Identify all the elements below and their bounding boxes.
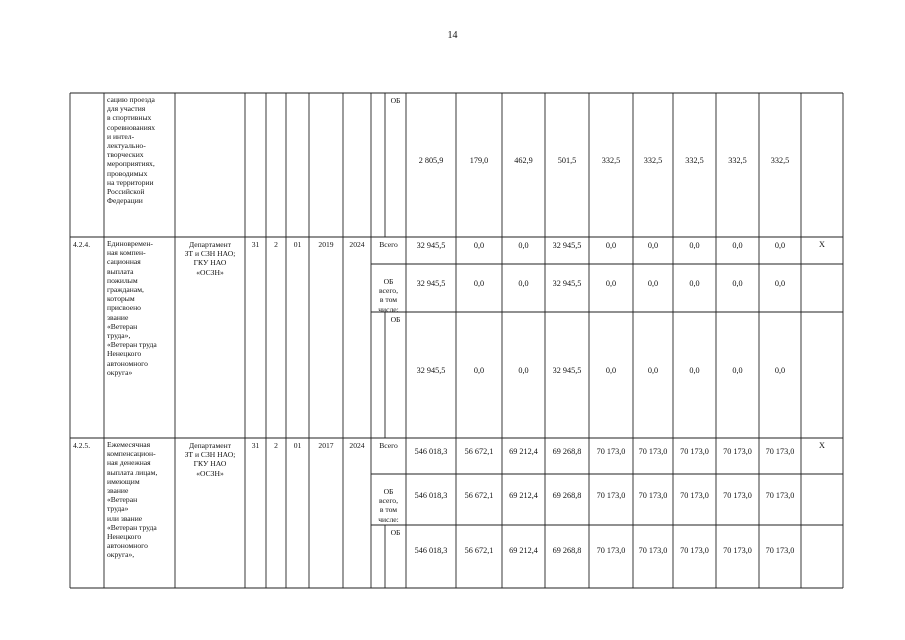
row-name: Ежемесячная компенсацион- ная денежная выплата лицам, имеющим звание «Ветеран труда» или звание «Ветеран труда Ненецкого автономного округа», (107, 440, 158, 560)
row-number: 4.2.5. (73, 441, 91, 450)
amount-cell: 69 268,8 (552, 491, 582, 500)
amount-cell: 332,5 (770, 156, 790, 165)
code-cell: 01 (293, 240, 302, 249)
amount-cell: 0,0 (473, 279, 485, 288)
amount-cell: 0,0 (605, 366, 617, 375)
amount-cell: 32 945,5 (416, 366, 446, 375)
amount-cell: 70 173,0 (723, 447, 752, 456)
amount-cell: 0,0 (647, 279, 659, 288)
row-name: Единовремен- ная компен- сационная выплата пожилым гражданам, которым присвоено звание «Ветеран труда», «Ветеран труда Ненецкого автономного округа» (107, 239, 157, 377)
code-cell: 01 (293, 441, 302, 450)
source-label: Всего (379, 240, 398, 249)
amount-cell: 70 173,0 (680, 447, 709, 456)
amount-cell: 0,0 (473, 366, 485, 375)
amount-cell: 546 018,3 (414, 491, 448, 500)
code-cell: 31 (251, 240, 260, 249)
amount-cell: 0,0 (605, 279, 617, 288)
amount-cell: 0,0 (732, 366, 743, 375)
amount-cell: 32 945,5 (552, 366, 582, 375)
amount-cell: 69 268,8 (552, 546, 582, 555)
amount-cell: 32 945,5 (552, 241, 582, 250)
mark-cell: Х (819, 240, 825, 249)
amount-cell: 70 173,0 (596, 491, 626, 500)
source-label: ОБ (390, 528, 401, 537)
amount-cell: 70 173,0 (596, 447, 626, 456)
source-label: Всего (379, 441, 398, 450)
code-cell: 2 (274, 441, 278, 450)
amount-cell: 332,5 (728, 156, 747, 165)
amount-cell: 546 018,3 (414, 447, 448, 456)
amount-cell: 0,0 (774, 366, 786, 375)
source-label: ОБ (390, 96, 401, 105)
amount-cell: 332,5 (685, 156, 704, 165)
code-cell: 31 (251, 441, 260, 450)
code-cell: 2024 (349, 441, 365, 450)
source-label: ОБ всего, в том числе: (378, 277, 399, 314)
amount-cell: 70 173,0 (765, 491, 795, 500)
code-cell: 2024 (349, 240, 365, 249)
amount-cell: 70 173,0 (596, 546, 626, 555)
mark-cell: Х (819, 441, 825, 450)
amount-cell: 70 173,0 (723, 491, 752, 500)
amount-cell: 69 212,4 (509, 447, 538, 456)
source-label: ОБ (390, 315, 401, 324)
amount-cell: 2 805,9 (418, 156, 444, 165)
amount-cell: 70 173,0 (765, 447, 795, 456)
amount-cell: 70 173,0 (680, 546, 709, 555)
amount-cell: 501,5 (557, 156, 577, 165)
amount-cell: 56 672,1 (464, 546, 494, 555)
amount-cell: 0,0 (732, 241, 743, 250)
amount-cell: 0,0 (605, 241, 617, 250)
amount-cell: 332,5 (643, 156, 663, 165)
amount-cell: 70 173,0 (723, 546, 752, 555)
amount-cell: 32 945,5 (416, 279, 446, 288)
amount-cell: 179,0 (469, 156, 489, 165)
amount-cell: 462,9 (514, 156, 533, 165)
amount-cell: 0,0 (732, 279, 743, 288)
code-cell: 2 (274, 240, 278, 249)
amount-cell: 70 173,0 (680, 491, 709, 500)
amount-cell: 0,0 (774, 241, 786, 250)
amount-cell: 56 672,1 (464, 491, 494, 500)
amount-cell: 56 672,1 (464, 447, 494, 456)
amount-cell: 0,0 (689, 279, 700, 288)
row-executor: Департамент ЗТ и СЗН НАО; ГКУ НАО «ОСЗН» (184, 240, 236, 277)
amount-cell: 0,0 (518, 241, 529, 250)
amount-cell: 70 173,0 (765, 546, 795, 555)
page-number: 14 (447, 30, 458, 41)
row-executor: Департамент ЗТ и СЗН НАО; ГКУ НАО «ОСЗН» (184, 441, 236, 478)
amount-cell: 0,0 (473, 241, 485, 250)
amount-cell: 32 945,5 (416, 241, 446, 250)
amount-cell: 70 173,0 (638, 546, 668, 555)
amount-cell: 69 212,4 (509, 546, 538, 555)
amount-cell: 0,0 (647, 241, 659, 250)
amount-cell: 0,0 (774, 279, 786, 288)
code-cell: 2019 (318, 240, 334, 249)
row-name: сацию проезда для участия в спортивных соревнованиях и интел- лектуально- творческих мероприятиях, проводимых на территории Российской Федерации (107, 95, 156, 206)
amount-cell: 32 945,5 (552, 279, 582, 288)
amount-cell: 546 018,3 (414, 546, 448, 555)
amount-cell: 0,0 (518, 279, 529, 288)
amount-cell: 69 212,4 (509, 491, 538, 500)
amount-cell: 0,0 (518, 366, 529, 375)
amount-cell: 69 268,8 (552, 447, 582, 456)
code-cell: 2017 (318, 441, 334, 450)
amount-cell: 0,0 (689, 366, 700, 375)
source-label: ОБ всего, в том числе: (378, 487, 399, 524)
amount-cell: 70 173,0 (638, 491, 668, 500)
row-number: 4.2.4. (73, 240, 91, 249)
amount-cell: 0,0 (647, 366, 659, 375)
amount-cell: 70 173,0 (638, 447, 668, 456)
amount-cell: 0,0 (689, 241, 700, 250)
amount-cell: 332,5 (601, 156, 621, 165)
